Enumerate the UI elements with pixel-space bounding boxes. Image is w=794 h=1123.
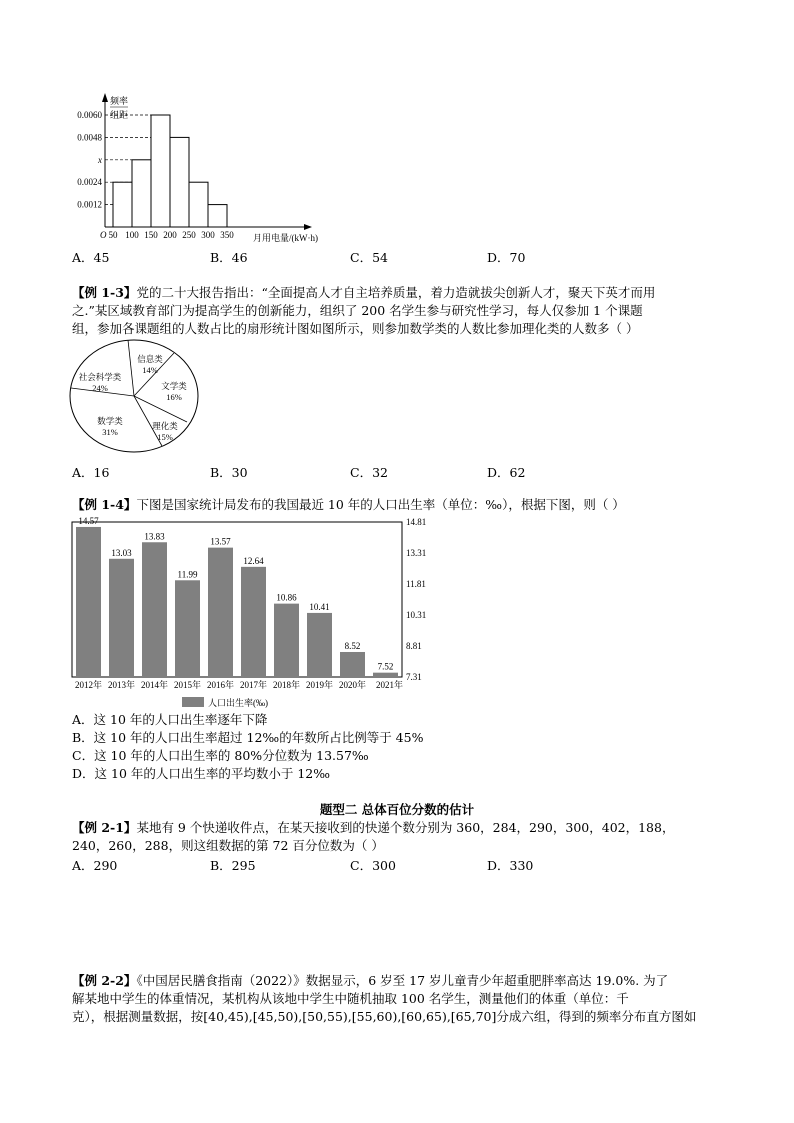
hist-xtick-6: 350 xyxy=(220,230,234,240)
hist-xtick-0: 50 xyxy=(108,230,118,240)
hist-ytick-2: x xyxy=(98,154,102,165)
q13-text-1: 党的二十大报告指出：“全面提高人才自主培养质量，着力造就拔尖创新人才，聚天下英才而用 xyxy=(136,285,656,300)
hist-xlabel: 月用电量/(kW·h) xyxy=(253,233,318,243)
br-xtick-9: 2021年 xyxy=(375,680,404,690)
section-title: 题型二 总体百位分数的估计 xyxy=(319,802,475,817)
br-xtick-8: 2020年 xyxy=(338,680,367,690)
br-bar-3 xyxy=(175,580,200,677)
q1-option-a[interactable]: A．45 xyxy=(72,250,110,265)
hist-ytick-1: 0.0048 xyxy=(77,132,102,143)
br-bar-6 xyxy=(274,604,299,677)
br-xtick-4: 2016年 xyxy=(206,680,235,690)
br-xtick-7: 2019年 xyxy=(305,680,334,690)
br-xtick-5: 2017年 xyxy=(239,680,268,690)
br-xtick-6: 2018年 xyxy=(272,680,301,690)
pie-label-lit: 文学类 xyxy=(161,381,187,391)
q14-option-c[interactable]: C．这 10 年的人口出生率的 80%分位数为 13.57‰ xyxy=(72,748,369,763)
q22-line3: 克），根据测量数据，按[40,45),[45,50),[50,55),[55,60),[60,65),[65,70]分成六组，得到的频率分布直方图如 xyxy=(72,1009,697,1024)
legend-swatch xyxy=(182,697,204,707)
br-ytick-0: 14.81 xyxy=(406,517,427,527)
q13-line1 xyxy=(72,284,655,302)
q14-line xyxy=(72,496,625,514)
q1-option-c[interactable]: C．54 xyxy=(350,250,388,265)
hist-xtick-5: 300 xyxy=(201,230,215,240)
q13-option-a[interactable]: A．16 xyxy=(72,465,110,480)
q1-option-b[interactable]: B．46 xyxy=(210,250,248,265)
q21-label: 【例 2-1】 xyxy=(72,820,137,835)
hist-bar-5 xyxy=(208,205,227,227)
br-xtick-0: 2012年 xyxy=(74,680,103,690)
q21-option-b[interactable]: B．295 xyxy=(210,858,256,873)
q13-line3: 组，参加各课题组的人数占比的扇形统计图如图所示，则参加数学类的人数比参加理化类的人数多（ ） xyxy=(72,321,639,336)
br-bar-5 xyxy=(241,567,266,677)
br-xtick-3: 2015年 xyxy=(173,680,202,690)
pie-pct-lit: 16% xyxy=(166,392,182,402)
q13-option-d[interactable]: D．62 xyxy=(487,465,526,480)
br-value-4: 13.57 xyxy=(210,536,231,547)
pie-pct-math: 31% xyxy=(102,427,118,437)
hist-bar-2 xyxy=(151,115,170,227)
q22-label: 【例 2-2】 xyxy=(72,973,137,988)
br-ytick-5: 7.31 xyxy=(406,672,422,682)
br-value-6: 10.86 xyxy=(276,592,297,603)
br-value-3: 11.99 xyxy=(177,569,198,580)
q21-option-c[interactable]: C．300 xyxy=(350,858,396,873)
br-value-9: 7.52 xyxy=(377,661,394,672)
br-bar-4 xyxy=(208,548,233,677)
q22-line1 xyxy=(72,972,668,990)
pie-pct-info: 14% xyxy=(142,365,158,375)
br-ytick-2: 11.81 xyxy=(406,579,426,589)
pie-pct-phys: 15% xyxy=(157,432,173,442)
pie-pct-social: 24% xyxy=(92,383,108,393)
pie-label-social: 社会科学类 xyxy=(78,372,122,382)
br-bar-9 xyxy=(373,673,398,677)
q21-options xyxy=(72,856,772,874)
q21-text-1: 某地有 9 个快递收件点，在某天接收到的快递个数分别为 360，284，290，300，402，188， xyxy=(136,820,675,835)
q13-options xyxy=(72,463,772,481)
q14-text: 下图是国家统计局发布的我国最近 10 年的人口出生率（单位：‰），根据下图，则（ ） xyxy=(136,497,625,512)
hist-ytick-3: 0.0024 xyxy=(77,177,102,188)
hist-bar-4 xyxy=(189,182,208,227)
hist-bar-3 xyxy=(170,137,189,227)
q22-text-1: 《中国居民膳食指南（2022）》数据显示，6 岁至 17 岁儿童青少年超重肥胖率高达 19.0%. 为了 xyxy=(136,973,669,988)
br-ytick-3: 10.31 xyxy=(406,610,427,620)
q14-option-a[interactable]: A．这 10 年的人口出生率逐年下降 xyxy=(72,712,268,727)
br-value-7: 10.41 xyxy=(309,601,330,612)
br-bar-1 xyxy=(109,559,134,677)
br-xtick-1: 2013年 xyxy=(107,680,136,690)
hist-xtick-4: 250 xyxy=(182,230,196,240)
q21-option-a[interactable]: A．290 xyxy=(72,858,118,873)
pie-label-phys: 理化类 xyxy=(152,421,178,431)
birth-rate-chart xyxy=(64,516,444,714)
hist-ylabel-bottom: 组距 xyxy=(110,110,129,120)
legend-label: 人口出生率(‰) xyxy=(208,698,268,708)
q22-line2: 解某地中学生的体重情况，某机构从该地中学生中随机抽取 100 名学生，测量他们的体重（单位：千 xyxy=(72,991,629,1006)
q21-option-d[interactable]: D．330 xyxy=(487,858,534,873)
q14-option-d[interactable]: D．这 10 年的人口出生率的平均数小于 12‰ xyxy=(72,766,331,781)
br-xtick-2: 2014年 xyxy=(140,680,169,690)
br-value-0: 14.57 xyxy=(78,516,99,526)
hist-xtick-3: 200 xyxy=(163,230,177,240)
hist-xtick-2: 150 xyxy=(144,230,158,240)
br-ytick-4: 8.81 xyxy=(406,641,422,651)
hist-origin: O xyxy=(100,230,107,240)
pie-label-info: 信息类 xyxy=(137,354,163,364)
br-ytick-1: 13.31 xyxy=(406,548,427,558)
br-value-1: 13.03 xyxy=(111,547,132,558)
br-value-5: 12.64 xyxy=(243,555,264,566)
q13-option-c[interactable]: C．32 xyxy=(350,465,388,480)
hist-xtick-1: 100 xyxy=(125,230,139,240)
q13-option-b[interactable]: B．30 xyxy=(210,465,248,480)
br-bar-7 xyxy=(307,613,332,677)
q21-line2: 240，260，288，则这组数据的第 72 百分位数为（ ） xyxy=(72,838,384,853)
q21-line1 xyxy=(72,819,674,837)
q13-label: 【例 1-3】 xyxy=(72,285,137,300)
pie-chart xyxy=(66,336,206,458)
q13-line2: 之.”某区域教育部门为提高学生的创新能力，组织了 200 名学生参与研究性学习，每人仅参加 1 个课题 xyxy=(72,303,643,318)
hist-bar-1 xyxy=(132,160,151,227)
hist-ytick-0: 0.0060 xyxy=(77,110,102,120)
q14-label: 【例 1-4】 xyxy=(72,497,137,512)
electricity-histogram xyxy=(60,88,360,248)
br-value-2: 13.83 xyxy=(144,531,165,542)
br-bar-0 xyxy=(76,527,101,677)
hist-ylabel-top: 频率 xyxy=(110,96,129,106)
hist-ytick-4: 0.0012 xyxy=(77,199,102,210)
q1-options xyxy=(72,248,772,266)
pie-label-math: 数学类 xyxy=(97,416,123,426)
hist-bar-0 xyxy=(113,182,132,227)
q1-option-d[interactable]: D．70 xyxy=(487,250,526,265)
br-bar-8 xyxy=(340,652,365,677)
q14-option-b[interactable]: B．这 10 年的人口出生率超过 12‰的年数所占比例等于 45% xyxy=(72,730,424,745)
br-value-8: 8.52 xyxy=(344,640,361,651)
br-bar-2 xyxy=(142,542,167,677)
